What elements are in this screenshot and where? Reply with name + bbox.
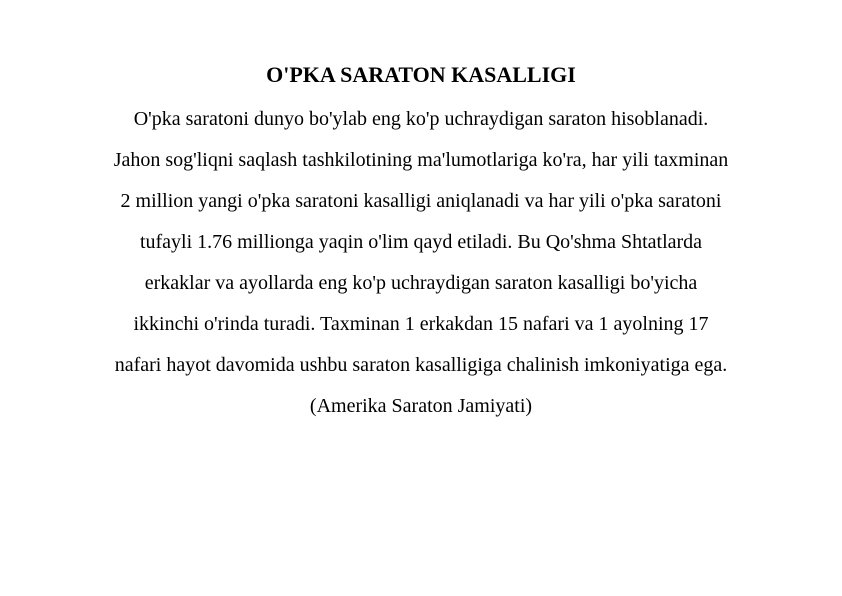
body-line-1: O'pka saratoni dunyo bo'ylab eng ko'p uchraydigan saraton hisoblanadi. bbox=[133, 108, 709, 130]
body-line-4: tufayli 1.76 millionga yaqin o'lim qayd etiladi. Bu Qo'shma Shtatlarda bbox=[139, 231, 703, 253]
document-title: O'PKA SARATON KASALLIGI bbox=[266, 62, 576, 87]
document-body bbox=[30, 99, 812, 427]
body-line-2: Jahon sog'liqni saqlash tashkilotining ma'lumotlariga ko'ra, har yili taxminan bbox=[113, 149, 729, 171]
body-line-3: 2 million yangi o'pka saratoni kasalligi aniqlanadi va har yili o'pka saratoni bbox=[120, 190, 722, 212]
body-line-5: erkaklar va ayollarda eng ko'p uchraydigan saraton kasalligi bo'yicha bbox=[144, 272, 698, 294]
body-line-6: ikkinchi o'rinda turadi. Taxminan 1 erkakdan 15 nafari va 1 ayolning 17 bbox=[133, 313, 709, 335]
source-citation: (Amerika Saraton Jamiyati) bbox=[309, 395, 533, 417]
body-line-7: nafari hayot davomida ushbu saraton kasalligiga chalinish imkoniyatiga ega. bbox=[114, 354, 728, 376]
